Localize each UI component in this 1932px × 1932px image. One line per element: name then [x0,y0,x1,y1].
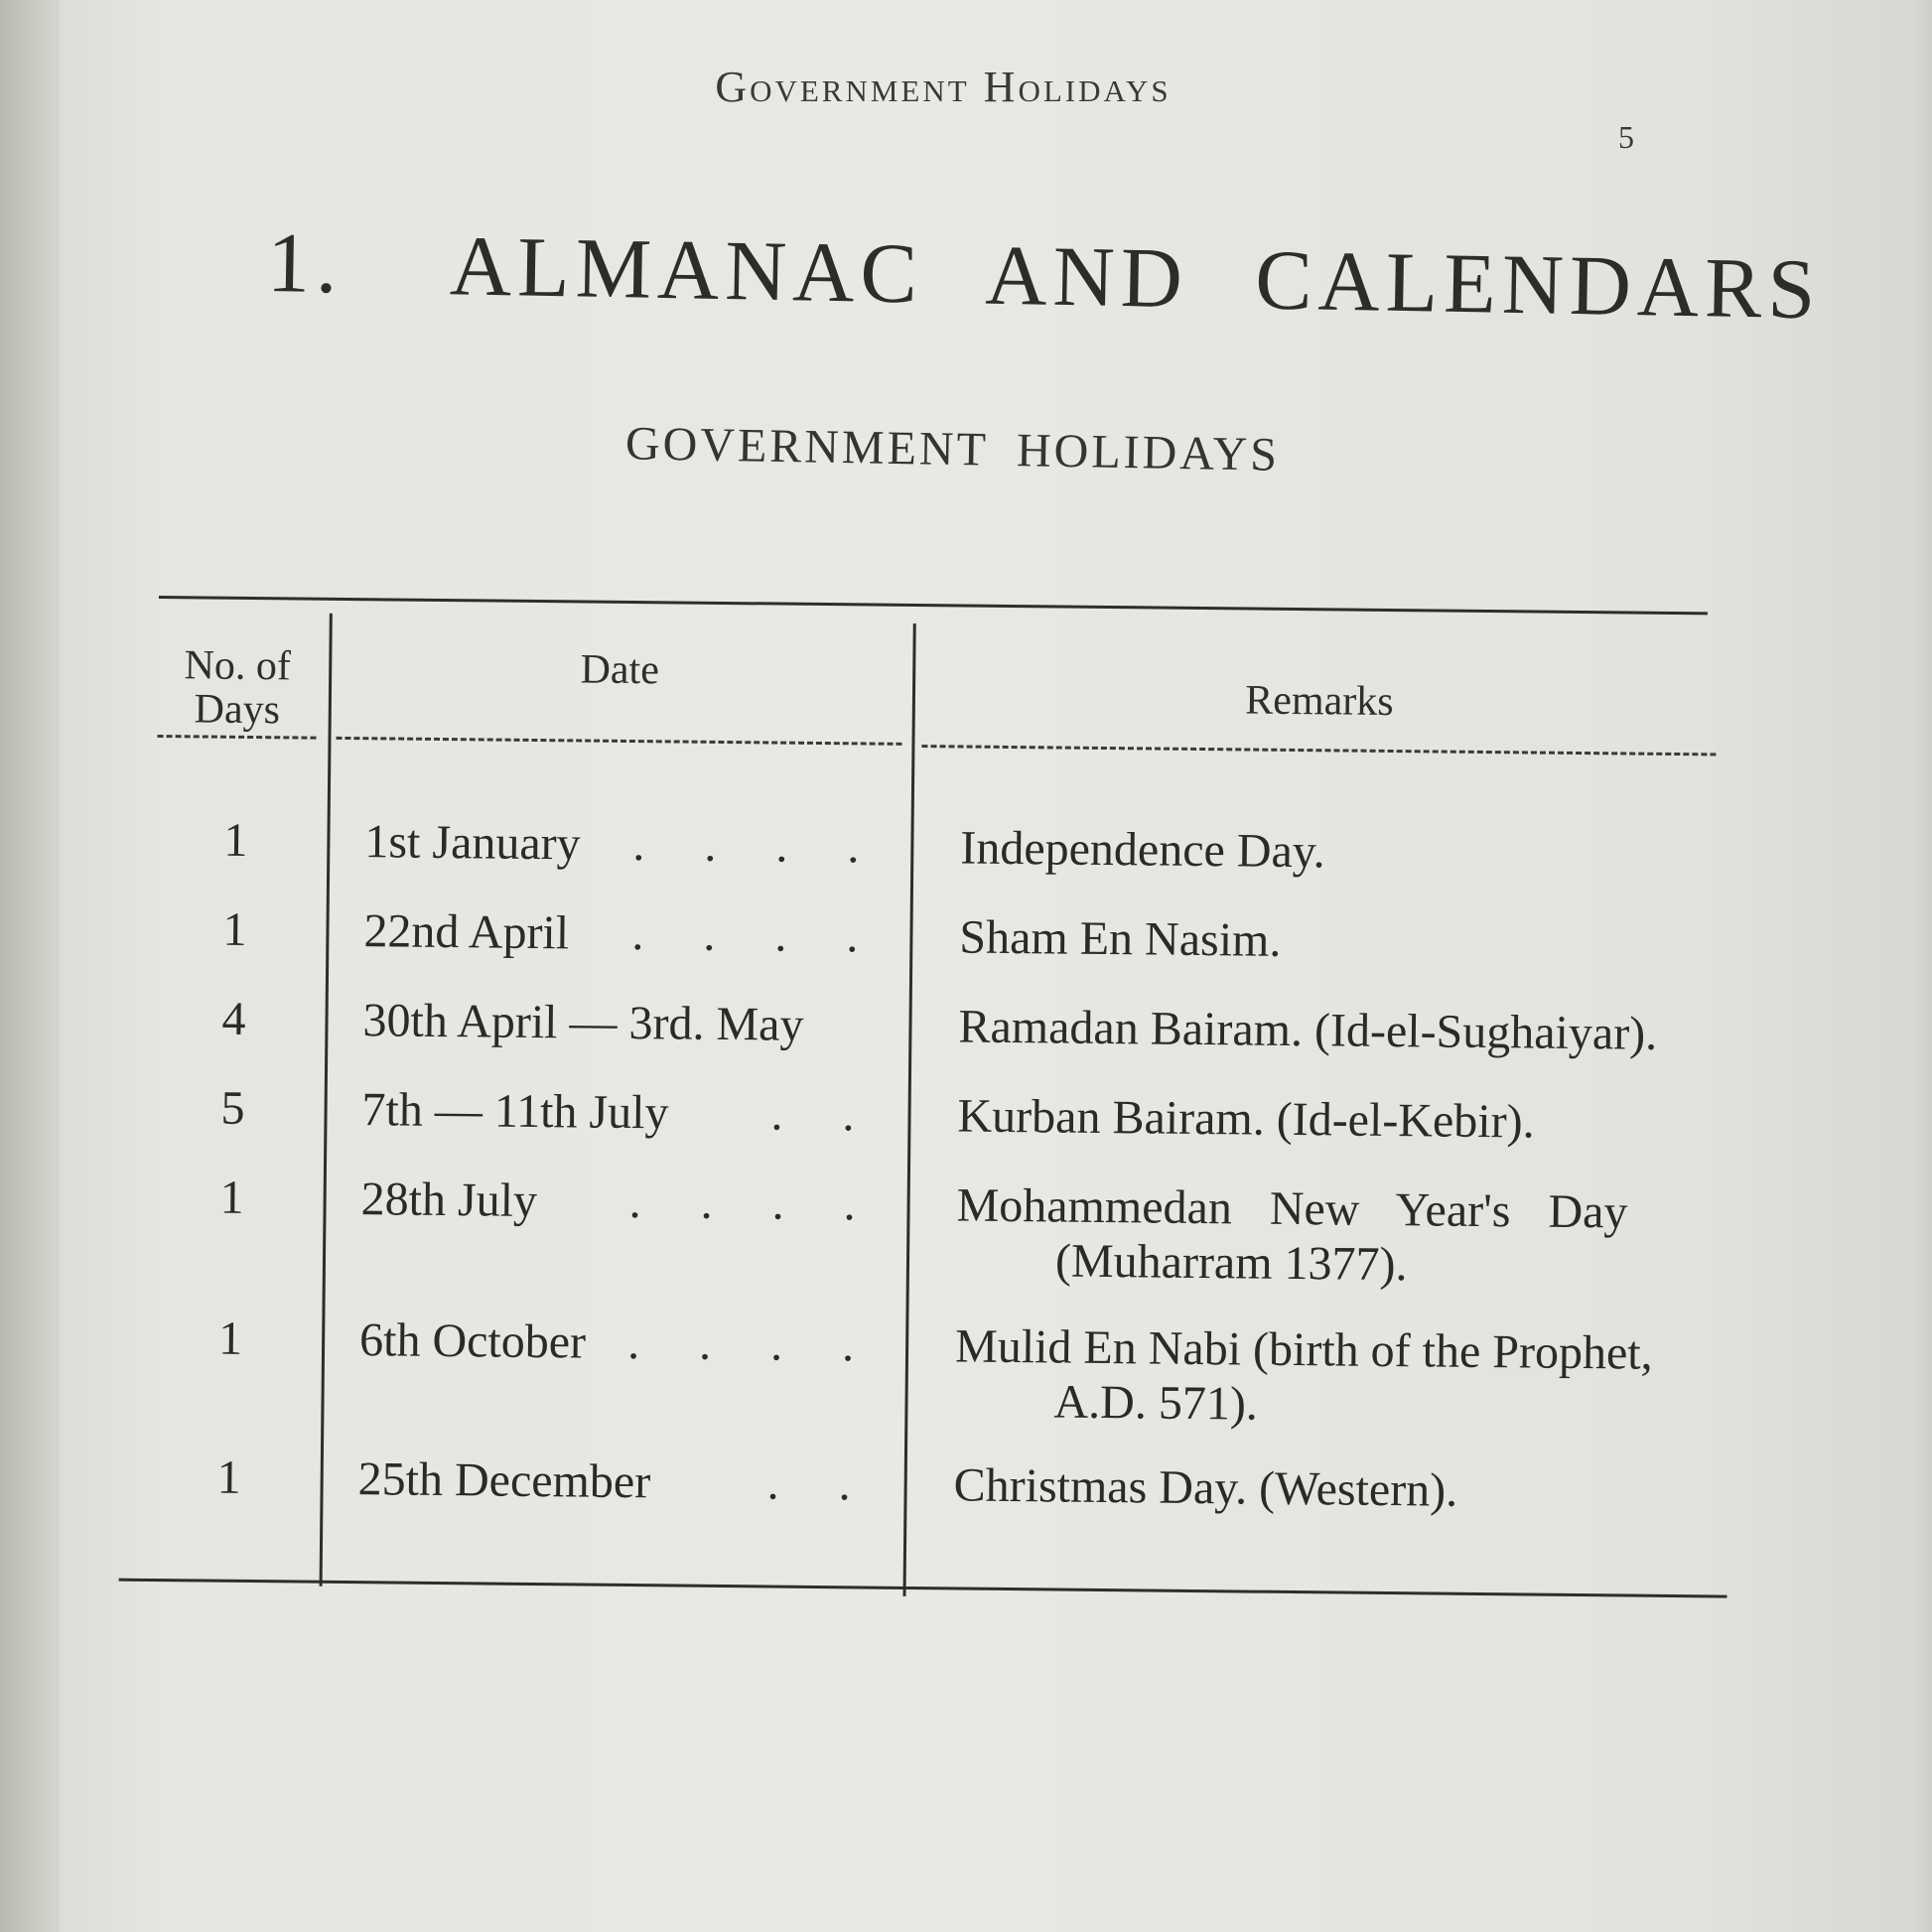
row-remarks: Sham En Nasim. [959,910,1282,967]
row-remarks-line2: (Muharram 1377). [1054,1234,1408,1292]
table-bottom-rule [119,1579,1727,1598]
row-days: 4 [221,992,246,1045]
header-rule-remarks [921,745,1716,756]
row-date: 30th April — 3rd. May [362,994,804,1051]
row-remarks-line2: A.D. 571). [1053,1375,1259,1431]
row-remarks: Kurban Bairam. (Id-el-Kebir). [957,1089,1535,1149]
row-days: 1 [223,813,248,867]
page-number: 5 [1618,119,1634,155]
row-days: 1 [217,1311,243,1365]
row-remarks: Christmas Day. (Western). [953,1458,1458,1517]
row-leader: . . . . [632,818,884,874]
row-days: 1 [216,1450,241,1504]
row-leader: . . [766,1456,875,1511]
row-leader: . . . . [631,907,883,963]
holidays-table [148,596,1746,1615]
row-leader: . . [770,1087,879,1142]
header-rule-days [158,735,317,740]
section-title: GOVERNMENT HOLIDAYS [624,417,1281,482]
row-leader: . . . . [628,1174,880,1231]
running-head: Government Holidays [715,63,1172,111]
row-remarks [954,1318,1749,1436]
table-row [153,1170,1741,1292]
row-date: 28th July [360,1173,538,1228]
row-remarks-line1: Mohammedan New Year's Day [956,1178,1628,1239]
row-days: 1 [219,1171,244,1224]
table-top-rule [159,596,1708,615]
header-days: No. of Days [184,642,292,734]
table-row [157,812,1745,879]
row-days: 1 [222,902,247,956]
chapter-title: ALMANAC AND CALENDARS [449,217,1823,338]
table-row [154,1080,1742,1149]
header-rule-date [336,737,901,746]
chapter-heading [266,212,1823,338]
row-remarks [956,1177,1751,1295]
header-date: Date [580,646,660,694]
row-date: 25th December [357,1452,651,1509]
row-date: 22nd April [363,904,570,960]
table-row [155,991,1743,1060]
row-date: 1st January [364,815,581,871]
column-divider-2 [902,623,915,1596]
row-leader: . . . . [626,1315,879,1372]
header-remarks: Remarks [1245,677,1394,726]
row-days: 5 [220,1081,245,1135]
page-binding-shadow [0,0,60,1932]
row-date: 6th October [358,1313,587,1369]
row-date: 7th — 11th July [361,1083,669,1140]
row-remarks: Independence Day. [960,821,1326,879]
table-row [156,901,1744,967]
table-row [151,1311,1739,1431]
table-row [150,1449,1738,1517]
column-divider-1 [320,614,333,1587]
chapter-number: 1. [266,213,345,312]
row-remarks: Ramadan Bairam. (Id-el-Sughaiyar). [958,1000,1658,1060]
row-remarks-line1: Mulid En Nabi (birth of the Prophet, [954,1319,1653,1380]
